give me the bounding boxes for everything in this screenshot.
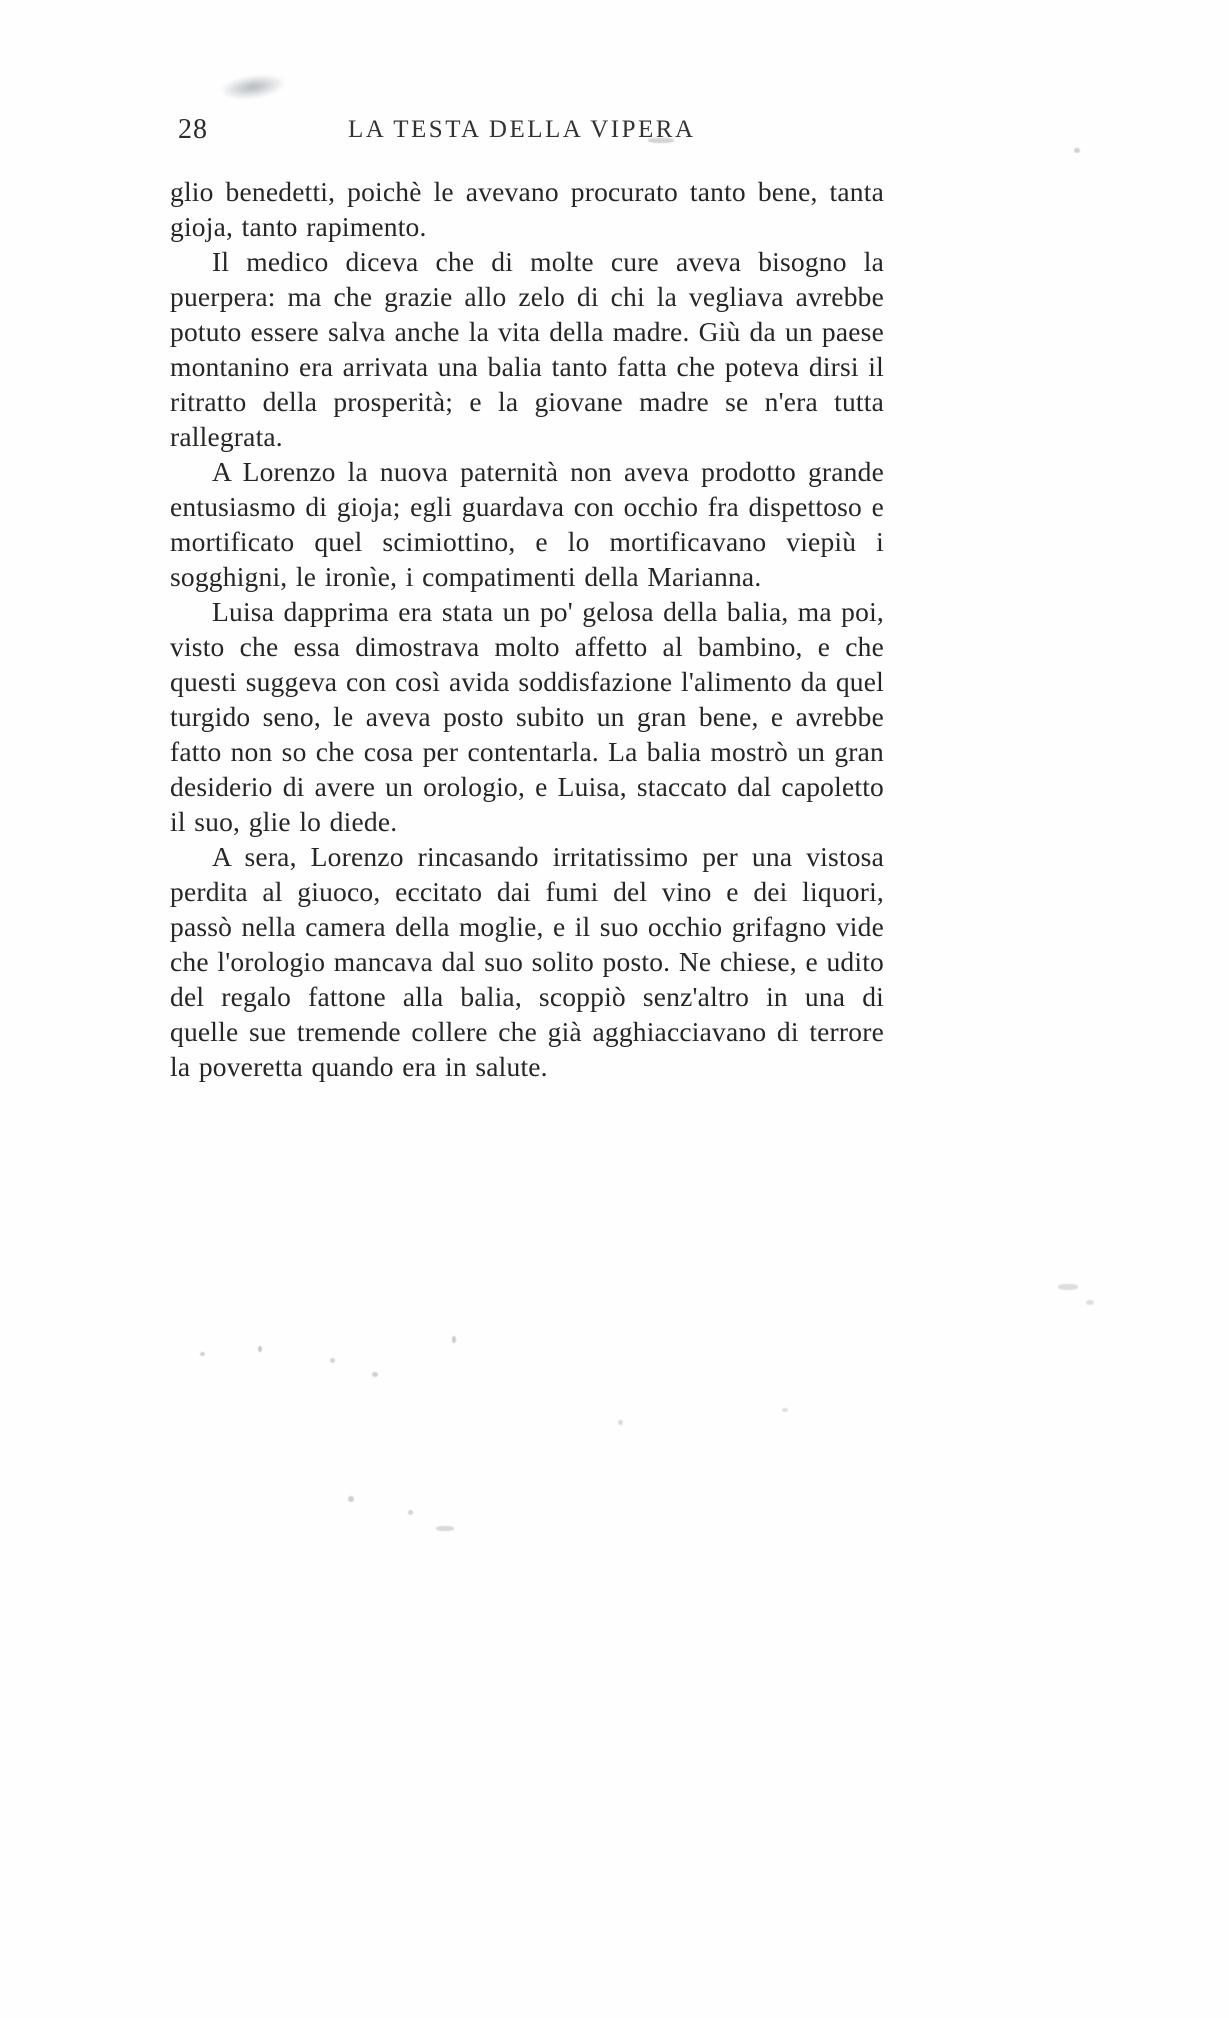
scan-speck: [452, 1336, 456, 1343]
scan-speck: [1058, 1284, 1078, 1290]
scan-speck: [200, 1352, 205, 1356]
scan-speck: [1086, 1300, 1094, 1305]
text-block: [170, 112, 884, 1084]
paragraph: Luisa dapprima era stata un po' gelosa della balia, ma poi, visto che essa dimostrava molto affetto al bambino, e che questi suggeva con così avida soddisfazione l'alimento da quel turgido seno, le aveva posto subito un gran bene, e avrebbe fatto non so che cosa per contentarla. La balia mostrò un gran desiderio di avere un orologio, e Luisa, staccato dal capoletto il suo, glie lo diede.: [170, 596, 884, 837]
paragraph: Il medico diceva che di molte cure aveva bisogno la puerpera: ma che grazie allo zelo di chi la vegliava avrebbe potuto essere salva anche la vita della madre. Giù da un paese montanino era arrivata una balia tanto fatta che poteva dirsi il ritratto della prosperità; e la giovane madre se n'era tutta rallegrata.: [170, 246, 884, 452]
scan-speck: [258, 1346, 262, 1352]
ink-smudge: [221, 72, 285, 102]
body-text: [170, 174, 884, 1084]
scan-speck: [1074, 148, 1080, 153]
paragraph: A Lorenzo la nuova paternità non aveva prodotto grande entusiasmo di gioja; egli guardava con occhio fra dispettoso e mortificato quel scimiottino, e lo mortificavano viepiù i sogghigni, le ironìe, i compatimenti della Marianna.: [170, 456, 884, 592]
scan-speck: [408, 1510, 413, 1515]
paragraph-continuation: glio benedetti, poichè le avevano procurato tanto bene, tanta gioja, tanto rapimento.: [170, 176, 884, 242]
scan-speck: [782, 1408, 788, 1412]
paragraph: A sera, Lorenzo rincasando irritatissimo per una vistosa perdita al giuoco, eccitato dai fumi del vino e dei liquori, passò nella camera della moglie, e il suo occhio grifagno vide che l'orologio mancava dal suo solito posto. Ne chiese, e udito del regalo fattone alla balia, scoppiò senz'altro in una di quelle sue tremende collere che già agghiacciavano di terrore la poveretta quando era in salute.: [170, 841, 884, 1082]
scan-speck: [618, 1420, 623, 1425]
running-title: LA TESTA DELLA VIPERA: [348, 116, 696, 143]
scan-speck: [372, 1372, 378, 1377]
scan-speck: [330, 1358, 335, 1363]
scan-speck: [436, 1526, 454, 1531]
page-header: [170, 112, 884, 152]
scan-speck: [348, 1496, 354, 1502]
page-number: 28: [178, 114, 208, 145]
